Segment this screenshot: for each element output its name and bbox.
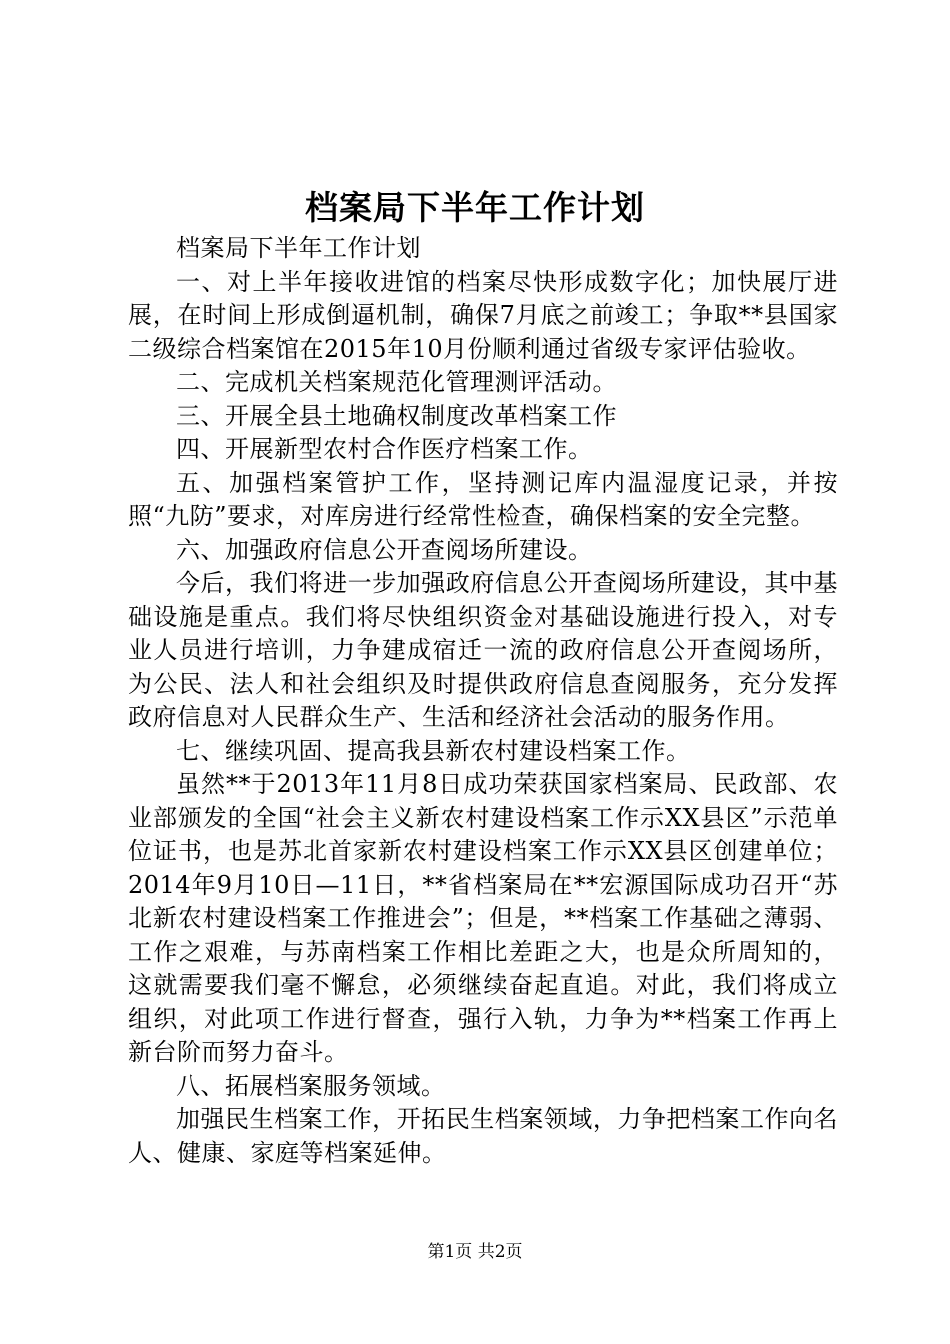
paragraph-item-6: 六、加强政府信息公开查阅场所建设。 <box>176 535 593 564</box>
paragraph-item-8: 八、拓展档案服务领域。 <box>176 1071 446 1100</box>
paragraph-item-7: 七、继续巩固、提高我县新农村建设档案工作。 <box>176 736 691 765</box>
paragraph-item-4: 四、开展新型农村合作医疗档案工作。 <box>176 435 593 463</box>
page-number-footer: 第1页 共2页 <box>427 1242 523 1262</box>
paragraph-item-6-detail: 今后，我们将进一步加强政府信息公开查阅场所建设，其中基础设施是重点。我们将尽快组织资金对基础设施进行投入，对专业人员进行培训，力争建成宿迁一流的政府信息公开查阅场所，为公民、法人和社会组织及时提供政府信息查阅服务，充分发挥政府信息对人民群众生产、生活和经济社会活动的服务作用。 <box>128 569 838 731</box>
paragraph-item-7-detail: 虽然**于2013年11月8日成功荣获国家档案局、民政部、农业部颁发的全国“社会主义新农村建设档案工作示XX县区”示范单位证书，也是苏北首家新农村建设档案工作示XX县区创建单位；2014年9月10日—11日，**省档案局在**宏源国际成功召开“苏北新农村建设档案工作推进会”；但是，**档案工作基础之薄弱、工作之艰难，与苏南档案工作相比差距之大，也是众所周知的，这就需要我们毫不懈怠，必须继续奋起直追。对此，我们将成立组织，对此项工作进行督查，强行入轨，力争为**档案工作再上新台阶而努力奋斗。 <box>128 770 838 1066</box>
paragraph-item-8-detail: 加强民生档案工作，开拓民生档案领域，力争把档案工作向名人、健康、家庭等档案延伸。 <box>128 1105 838 1167</box>
paragraph-item-5: 五、加强档案管护工作，坚持测记库内温湿度记录，并按照“九防”要求，对库房进行经常性检查，确保档案的安全完整。 <box>128 468 838 530</box>
paragraph-subtitle: 档案局下半年工作计划 <box>176 234 421 262</box>
paragraph-item-1: 一、对上半年接收进馆的档案尽快形成数字化；加快展厅进展，在时间上形成倒逼机制，确保7月底之前竣工；争取**县国家二级综合档案馆在2015年10月份顺利通过省级专家评估验收。 <box>128 267 838 363</box>
paragraph-item-3: 三、开展全县土地确权制度改革档案工作 <box>176 401 617 430</box>
document-body <box>128 232 838 1170</box>
document-title: 档案局下半年工作计划 <box>305 188 645 227</box>
paragraph-item-2: 二、完成机关档案规范化管理测评活动。 <box>176 368 617 396</box>
